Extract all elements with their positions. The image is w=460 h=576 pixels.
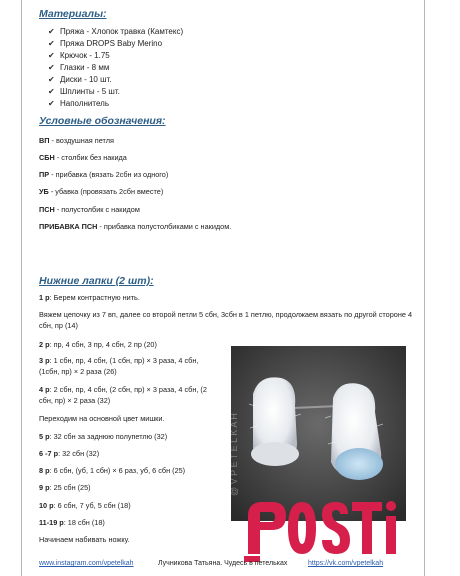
materials-list [48,26,183,110]
row-3: 3 р: 1 сбн, пр, 4 сбн, (1 сбн, пр) × 3 раза, 4 сбн, [39,356,199,365]
row-1: 1 р: Берем контрастную нить. [39,293,140,302]
list-item: ✔ Шплинты - 5 шт. [48,87,120,96]
watermark-text: @ V P E T E L K A H [229,413,239,496]
row-4: 4 р: 2 сбн, пр, 4 сбн, (2 сбн, пр) × 3 раза, 4 сбн, (2 [39,385,207,394]
paws-title: Нижние лапки (2 шт): [39,275,154,287]
row-2: 2 р: пр, 4 сбн, 3 пр, 4 сбн, 2 пр (20) [39,340,157,349]
checkmark-icon: ✔ [48,63,55,72]
checkmark-icon: ✔ [48,87,55,96]
chain-instructions: Вяжем цепочку из 7 вп, далее со второй петли 5 сбн, 3сбн в 1 петлю, продолжаем вязать по другой стороне 4 сбн, пр (14) [39,310,413,330]
legend-item-vp: ВП - воздушная петля [39,136,114,145]
list-item: ✔ Пряжа - Хлопок травка (Камтекс) [48,27,184,36]
legend-item-psn: ПСН - полустолбик с накидом [39,205,140,214]
paws-photo [231,346,406,521]
row-8: 8 р: 6 сбн, (уб, 1 сбн) × 6 раз, уб, 6 сбн (25) [39,466,186,475]
row-4-cont: сбн, пр) × 2 раза (32) [39,396,111,405]
list-item: ✔ Диски - 10 шт. [48,75,112,84]
instagram-link[interactable]: www.instagram.com/vpetelkah [39,560,134,567]
row-10: 10 р: 6 сбн, 7 уб, 5 сбн (18) [39,501,131,510]
stuffing-note: Начинаем набивать ножку. [39,535,130,544]
checkmark-icon: ✔ [48,75,55,84]
legend-item-pr: ПР - прибавка (вязать 2сбн из одного) [39,170,169,179]
legend-title: Условные обозначения: [39,115,166,127]
paws-illustration [231,346,406,521]
legend-item-pribavka-psn: ПРИБАВКА ПСН - прибавка полустолбиками с накидом. [39,222,232,231]
checkmark-icon: ✔ [48,99,55,108]
row-6-7: 6 -7 р: 32 сбн (32) [39,449,100,458]
list-item: ✔ Пряжа DROPS Baby Merino [48,39,163,48]
checkmark-icon: ✔ [48,51,55,60]
color-switch-note: Переходим на основной цвет мишки. [39,414,165,423]
vk-link[interactable]: https://vk.com/vpetelkah [308,560,384,567]
row-9: 9 р: 25 сбн (25) [39,483,91,492]
row-5: 5 р: 32 сбн за заднюю полупетлю (32) [39,432,168,441]
list-item: ✔ Наполнитель [48,99,109,108]
materials-title: Материалы: [39,8,107,20]
row-3-cont: (1сбн, пр) × 2 раза (26) [39,367,117,376]
legend-item-sbn: СБН - столбик без накида [39,153,127,162]
checkmark-icon: ✔ [48,39,55,48]
legend-item-ub: УБ - убавка (провязать 2сбн вместе) [39,187,164,196]
footer-author: Лучникова Татьяна. Чудесь в петельках [158,560,288,567]
row-11-19: 11-19 р: 18 сбн (18) [39,518,105,527]
list-item: ✔ Глазки - 8 мм [48,63,110,72]
checkmark-icon: ✔ [48,27,55,36]
list-item: ✔ Крючок - 1.75 [48,51,110,60]
